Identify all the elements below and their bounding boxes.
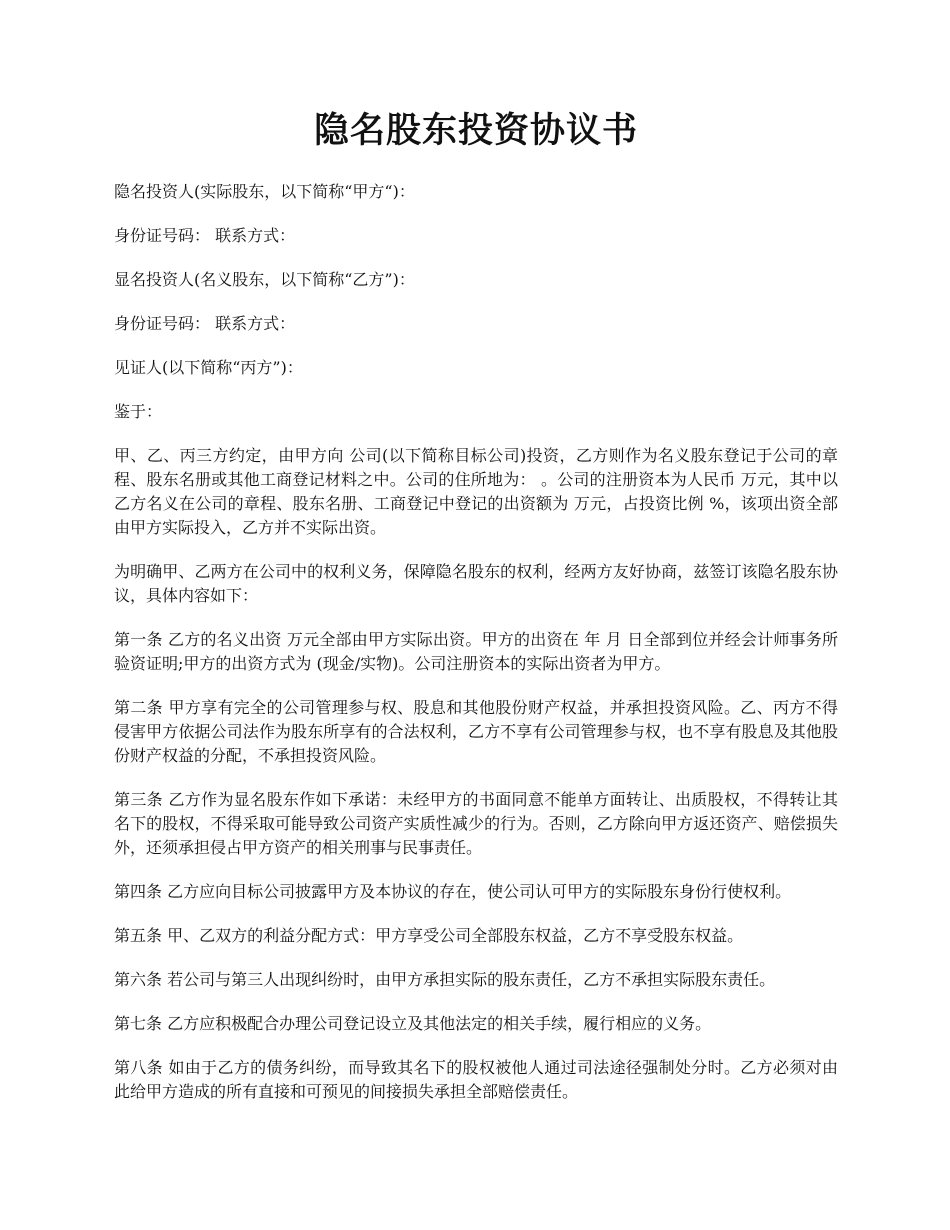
paragraph-article-2: 第二条 甲方享有完全的公司管理参与权、股息和其他股份财产权益，并承担投资风险。乙、丙方不得侵害甲方依据公司法作为股东所享有的合法权利，乙方不享有公司管理参与权，也不享有股息及其他股份财产权益的分配，不承担投资风险。 [114,698,838,765]
paragraph-nominal-investor: 显名投资人(名义股东，以下简称“乙方”)： [114,270,415,289]
paragraph-article-1: 第一条 乙方的名义出资 万元全部由甲方实际出资。甲方的出资在 年 月 日全部到位并经会计师事务所验资证明;甲方的出资方式为 (现金/实物)。公司注册资本的实际出资者为甲方。 [114,630,838,673]
paragraph-party-b-id-contact: 身份证号码： 联系方式： [114,314,296,333]
paragraph-hidden-investor: 隐名投资人(实际股东，以下简称“甲方“)： [114,182,415,201]
paragraph-background: 甲、乙、丙三方约定，由甲方向 公司(以下简称目标公司)投资，乙方则作为名义股东登记于公司的章程、股东名册或其他工商登记材料之中。公司的住所地为： 。公司的注册资本为人民币 万元，其中以乙方名义在公司的章程、股东名册、工商登记中登记的出资额为 万元，占投资比例 %，该项出资全部由甲方实际投入，乙方并不实际出资。 [114,446,838,537]
paragraph-article-6: 第六条 若公司与第三人出现纠纷时，由甲方承担实际的股东责任，乙方不承担实际股东责任。 [114,970,776,989]
paragraph-article-3: 第三条 乙方作为显名股东作如下承诺：未经甲方的书面同意不能单方面转让、出质股权，不得转让其名下的股权，不得采取可能导致公司资产实质性减少的行为。否则，乙方除向甲方返还资产、赔偿损失外，还须承担侵占甲方资产的相关刑事与民事责任。 [114,790,838,857]
paragraph-article-8: 第八条 如由于乙方的债务纠纷，而导致其名下的股权被他人通过司法途径强制处分时。乙方必须对由此给甲方造成的所有直接和可预见的间接损失承担全部赔偿责任。 [114,1058,838,1101]
paragraph-whereas: 鉴于： [114,402,163,421]
paragraph-article-5: 第五条 甲、乙双方的利益分配方式：甲方享受公司全部股东权益，乙方不享受股东权益。 [114,926,744,945]
paragraph-party-a-id-contact: 身份证号码： 联系方式： [114,226,296,245]
paragraph-witness: 见证人(以下简称“丙方”)： [114,358,303,377]
paragraph-article-4: 第四条 乙方应向目标公司披露甲方及本协议的存在，使公司认可甲方的实际股东身份行使权利。 [114,882,792,901]
paragraph-article-7: 第七条 乙方应积极配合办理公司登记设立及其他法定的相关手续，履行相应的义务。 [114,1014,712,1033]
document-title: 隐名股东投资协议书 [313,110,638,151]
paragraph-purpose: 为明确甲、乙两方在公司中的权利义务，保障隐名股东的权利，经两方友好协商，兹签订该隐名股东协议，具体内容如下： [114,562,838,605]
